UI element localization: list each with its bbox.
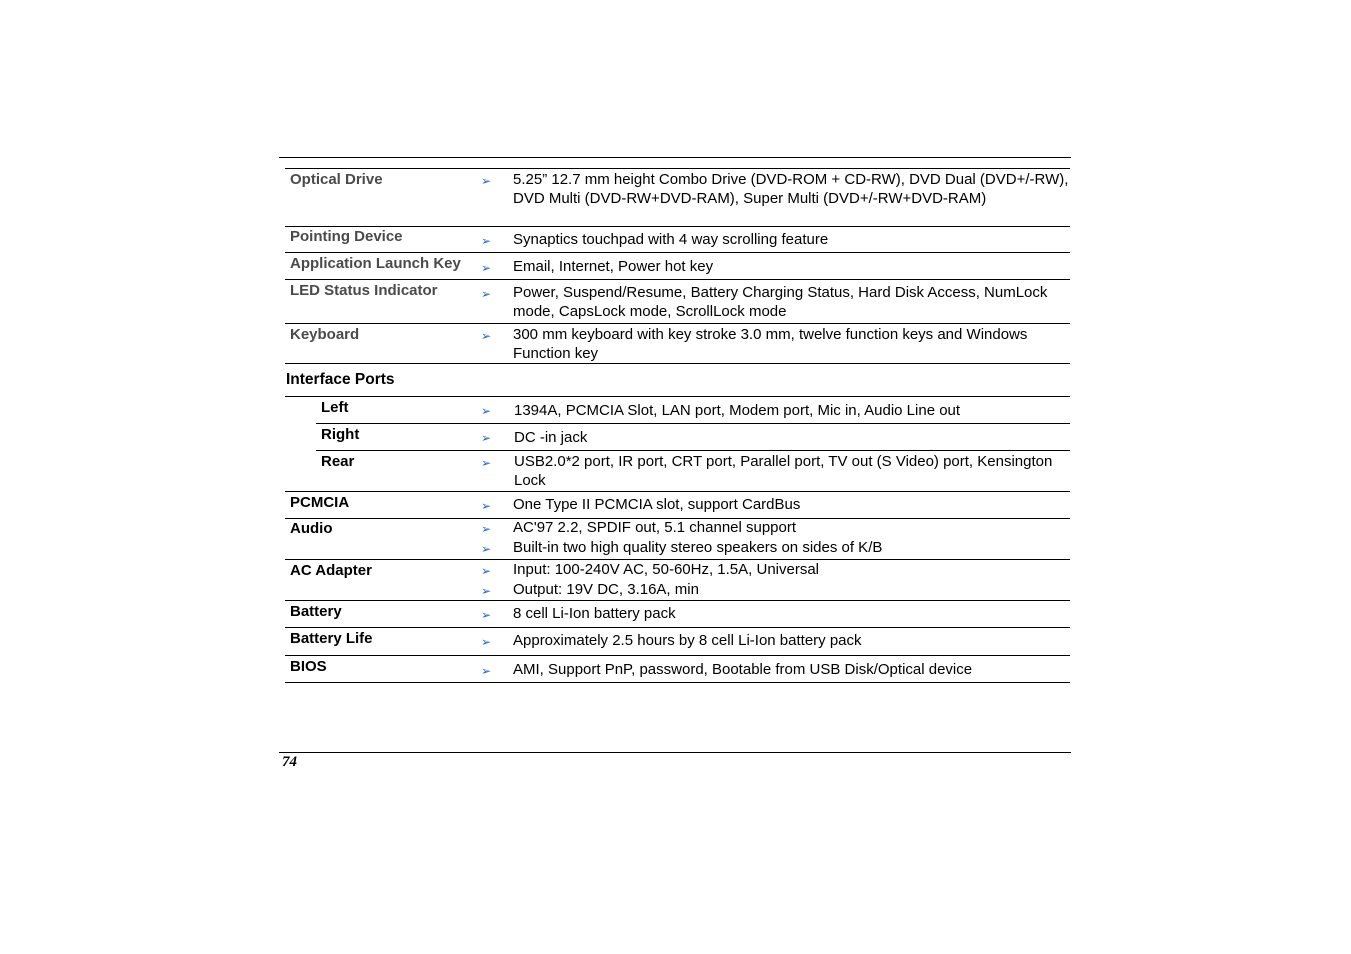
bullet-arrow-icon: ➢: [481, 542, 492, 556]
spec-row-right: [316, 424, 1070, 451]
spec-row-audio: [285, 518, 1070, 560]
spec-value: AC'97 2.2, SPDIF out, 5.1 channel support: [513, 519, 797, 536]
spec-row-bios: [285, 656, 1070, 683]
bullet-arrow-icon: ➢: [481, 329, 492, 343]
top-rule: [279, 157, 1071, 158]
bullet-arrow-icon: ➢: [481, 608, 492, 622]
spec-row-pointing-device: [285, 226, 1070, 253]
bullet-arrow-icon: ➢: [481, 522, 492, 536]
section-title: Interface Ports: [286, 371, 395, 388]
spec-value: DC -in jack: [514, 429, 588, 446]
spec-row-battery-life: [285, 628, 1070, 656]
spec-value: AMI, Support PnP, password, Bootable from USB Disk/Optical device: [513, 661, 973, 678]
spec-row-optical-drive: [285, 168, 1070, 227]
bullet-arrow-icon: ➢: [481, 174, 492, 188]
spec-label: Audio: [290, 520, 333, 537]
spec-row-led-status-indicator: [285, 280, 1070, 324]
bullet-arrow-icon: ➢: [481, 664, 492, 678]
spec-value: 8 cell Li-Ion battery pack: [513, 605, 676, 622]
spec-value: 1394A, PCMCIA Slot, LAN port, Modem port, Mic in, Audio Line out: [514, 402, 961, 419]
spec-label: AC Adapter: [290, 562, 372, 579]
page-number: 74: [282, 754, 297, 770]
spec-label: LED Status Indicator: [290, 282, 438, 299]
spec-label: PCMCIA: [290, 494, 350, 511]
spec-value: Synaptics touchpad with 4 way scrolling feature: [513, 231, 829, 248]
spec-value: USB2.0*2 port, IR port, CRT port, Parallel port, TV out (S Video) port, Kensington Lock: [514, 453, 1053, 489]
spec-row-battery: [285, 601, 1070, 628]
spec-value: Email, Internet, Power hot key: [513, 258, 714, 275]
spec-row-keyboard: [285, 324, 1070, 364]
bullet-arrow-icon: ➢: [481, 287, 492, 301]
spec-value: Input: 100-240V AC, 50-60Hz, 1.5A, Universal: [513, 561, 820, 578]
spec-label: Left: [321, 399, 349, 416]
bullet-arrow-icon: ➢: [481, 234, 492, 248]
bullet-arrow-icon: ➢: [481, 456, 492, 470]
spec-label: Keyboard: [290, 326, 360, 343]
footer-rule: [279, 752, 1071, 753]
spec-value: One Type II PCMCIA slot, support CardBus: [513, 496, 801, 513]
spec-value: Built-in two high quality stereo speakers on sides of K/B: [513, 539, 883, 556]
bullet-arrow-icon: ➢: [481, 261, 492, 275]
spec-value: Approximately 2.5 hours by 8 cell Li-Ion battery pack: [513, 632, 862, 649]
bullet-arrow-icon: ➢: [481, 564, 492, 578]
spec-label: Pointing Device: [290, 228, 403, 245]
spec-label: Battery: [290, 603, 342, 620]
spec-label: Optical Drive: [290, 171, 383, 188]
spec-row-rear: [316, 451, 1070, 490]
spec-row-application-launch-key: [285, 253, 1070, 280]
interface-ports-section: [285, 364, 1070, 397]
spec-value: Power, Suspend/Resume, Battery Charging Status, Hard Disk Access, NumLock mode, CapsLock mode, ScrollLock mode: [513, 284, 1048, 320]
spec-row-left: [316, 397, 1070, 424]
bullet-arrow-icon: ➢: [481, 499, 492, 513]
spec-label: Rear: [321, 453, 355, 470]
bullet-arrow-icon: ➢: [481, 431, 492, 445]
bullet-arrow-icon: ➢: [481, 584, 492, 598]
spec-value: 5.25” 12.7 mm height Combo Drive (DVD-ROM + CD-RW), DVD Dual (DVD+/-RW), DVD Multi (DVD-RW+DVD-RAM), Super Multi (DVD+/-RW+DVD-RAM): [513, 171, 1069, 207]
bullet-arrow-icon: ➢: [481, 635, 492, 649]
spec-value: Output: 19V DC, 3.16A, min: [513, 581, 699, 598]
spec-value: 300 mm keyboard with key stroke 3.0 mm, twelve function keys and Windows Function key: [513, 326, 1028, 362]
spec-label: BIOS: [290, 658, 327, 675]
bullet-arrow-icon: ➢: [481, 404, 492, 418]
spec-label: Battery Life: [290, 630, 373, 647]
spec-row-ac-adapter: [285, 560, 1070, 601]
spec-label: Application Launch Key: [290, 255, 461, 272]
spec-label: Right: [321, 426, 360, 443]
spec-row-pcmcia: [285, 491, 1070, 519]
